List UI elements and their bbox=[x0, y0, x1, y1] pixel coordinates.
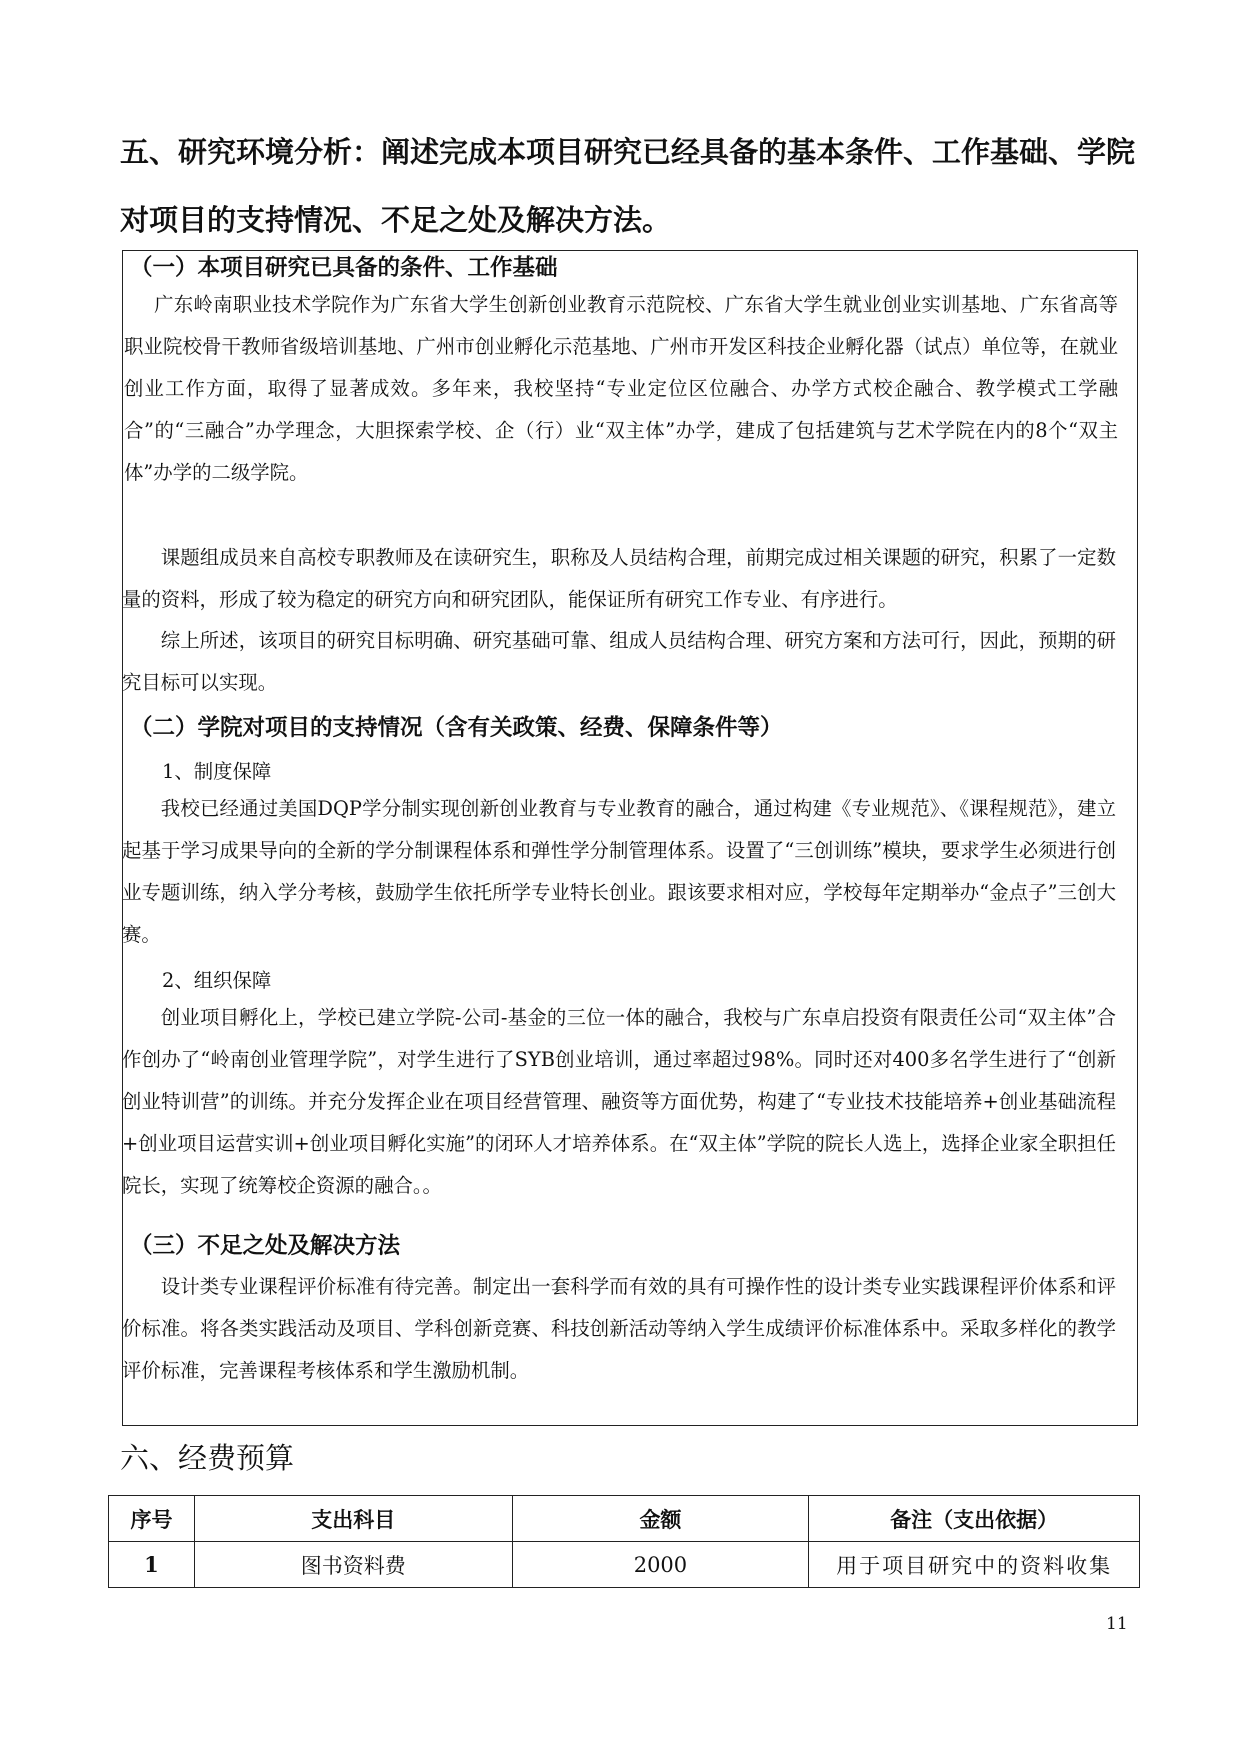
part2-paragraph-2: 创业项目孵化上，学校已建立学院-公司-基金的三位一体的融合，我校与广东卓启投资有限责任公司“双主体”合作创办了“岭南创业管理学院”，对学生进行了SYB创业培训，通过率超过98%。同时还对400多名学生进行了“创新创业特训营”的训练。并充分发挥企业在项目经营管理、融资等方面优势，构建了“专业技术技能培养+创业基础流程+创业项目运营实训+创业项目孵化实施”的闭环人才培养体系。在“双主体”学院的院长人选上，选择企业家全职担任院长，实现了统筹校企资源的融合。。 bbox=[122, 1006, 1116, 1197]
part1-paragraph-2: 课题组成员来自高校专职教师及在读研究生，职称及人员结构合理，前期完成过相关课题的研究，积累了一定数量的资料，形成了较为稳定的研究方向和研究团队，能保证所有研究工作专业、有序进行。 bbox=[122, 546, 1116, 611]
budget-table bbox=[108, 1495, 1140, 1588]
cell-note: 用于项目研究中的资料收集 bbox=[809, 1542, 1140, 1588]
part3-paragraph: 设计类专业课程评价标准有待完善。制定出一套科学而有效的具有可操作性的设计类专业实践课程评价体系和评价标准。将各类实践活动及项目、学科创新竞赛、科技创新活动等纳入学生成绩评价标准体系中。采取多样化的教学评价标准，完善课程考核体系和学生激励机制。 bbox=[122, 1275, 1116, 1382]
cell-amount: 2000 bbox=[512, 1542, 809, 1588]
table-row bbox=[109, 1542, 1140, 1588]
header-amount: 金额 bbox=[512, 1496, 809, 1542]
part1-paragraph-1: 广东岭南职业技术学院作为广东省大学生创新创业教育示范院校、广东省大学生就业创业实训基地、广东省高等职业院校骨干教师省级培训基地、广州市创业孵化示范基地、广州市开发区科技企业孵化器（试点）单位等，在就业创业工作方面，取得了显著成效。多年来，我校坚持“专业定位区位融合、办学方式校企融合、教学模式工学融合”的“三融合”办学理念，大胆探索学校、企（行）业“双主体”办学，建成了包括建筑与艺术学院在内的8个“双主体”办学的二级学院。 bbox=[124, 293, 1118, 484]
part3-heading: （三）不足之处及解决方法 bbox=[130, 1233, 401, 1259]
part2-item-2: 2、组织保障 bbox=[162, 969, 272, 992]
cell-index: 1 bbox=[109, 1542, 195, 1588]
part1-paragraph-3: 综上所述，该项目的研究目标明确、研究基础可靠、组成人员结构合理、研究方案和方法可行，因此，预期的研究目标可以实现。 bbox=[122, 629, 1116, 694]
part2-paragraph-1: 我校已经通过美国DQP学分制实现创新创业教育与专业教育的融合，通过构建《专业规范》、《课程规范》，建立起基于学习成果导向的全新的学分制课程体系和弹性学分制管理体系。设置了“三创训练”模块，要求学生必须进行创业专题训练，纳入学分考核，鼓励学生依托所学专业特长创业。跟该要求相对应，学校每年定期举办“金点子”三创大赛。 bbox=[122, 797, 1116, 946]
part1-heading: （一）本项目研究已具备的条件、工作基础 bbox=[130, 255, 558, 281]
section-6-title: 六、经费预算 bbox=[120, 1441, 295, 1475]
page-number: 11 bbox=[1106, 1614, 1128, 1634]
part2-heading: （二）学院对项目的支持情况（含有关政策、经费、保障条件等） bbox=[130, 715, 783, 741]
section-5-title: 五、研究环境分析：阐述完成本项目研究已经具备的基本条件、工作基础、学院对项目的支持情况、不足之处及解决方法。 bbox=[120, 135, 1136, 237]
budget-table-header bbox=[109, 1496, 1140, 1542]
cell-item: 图书资料费 bbox=[194, 1542, 512, 1588]
header-index: 序号 bbox=[109, 1496, 195, 1542]
header-item: 支出科目 bbox=[194, 1496, 512, 1542]
header-note: 备注（支出依据） bbox=[809, 1496, 1140, 1542]
part2-item-1: 1、制度保障 bbox=[162, 760, 272, 783]
